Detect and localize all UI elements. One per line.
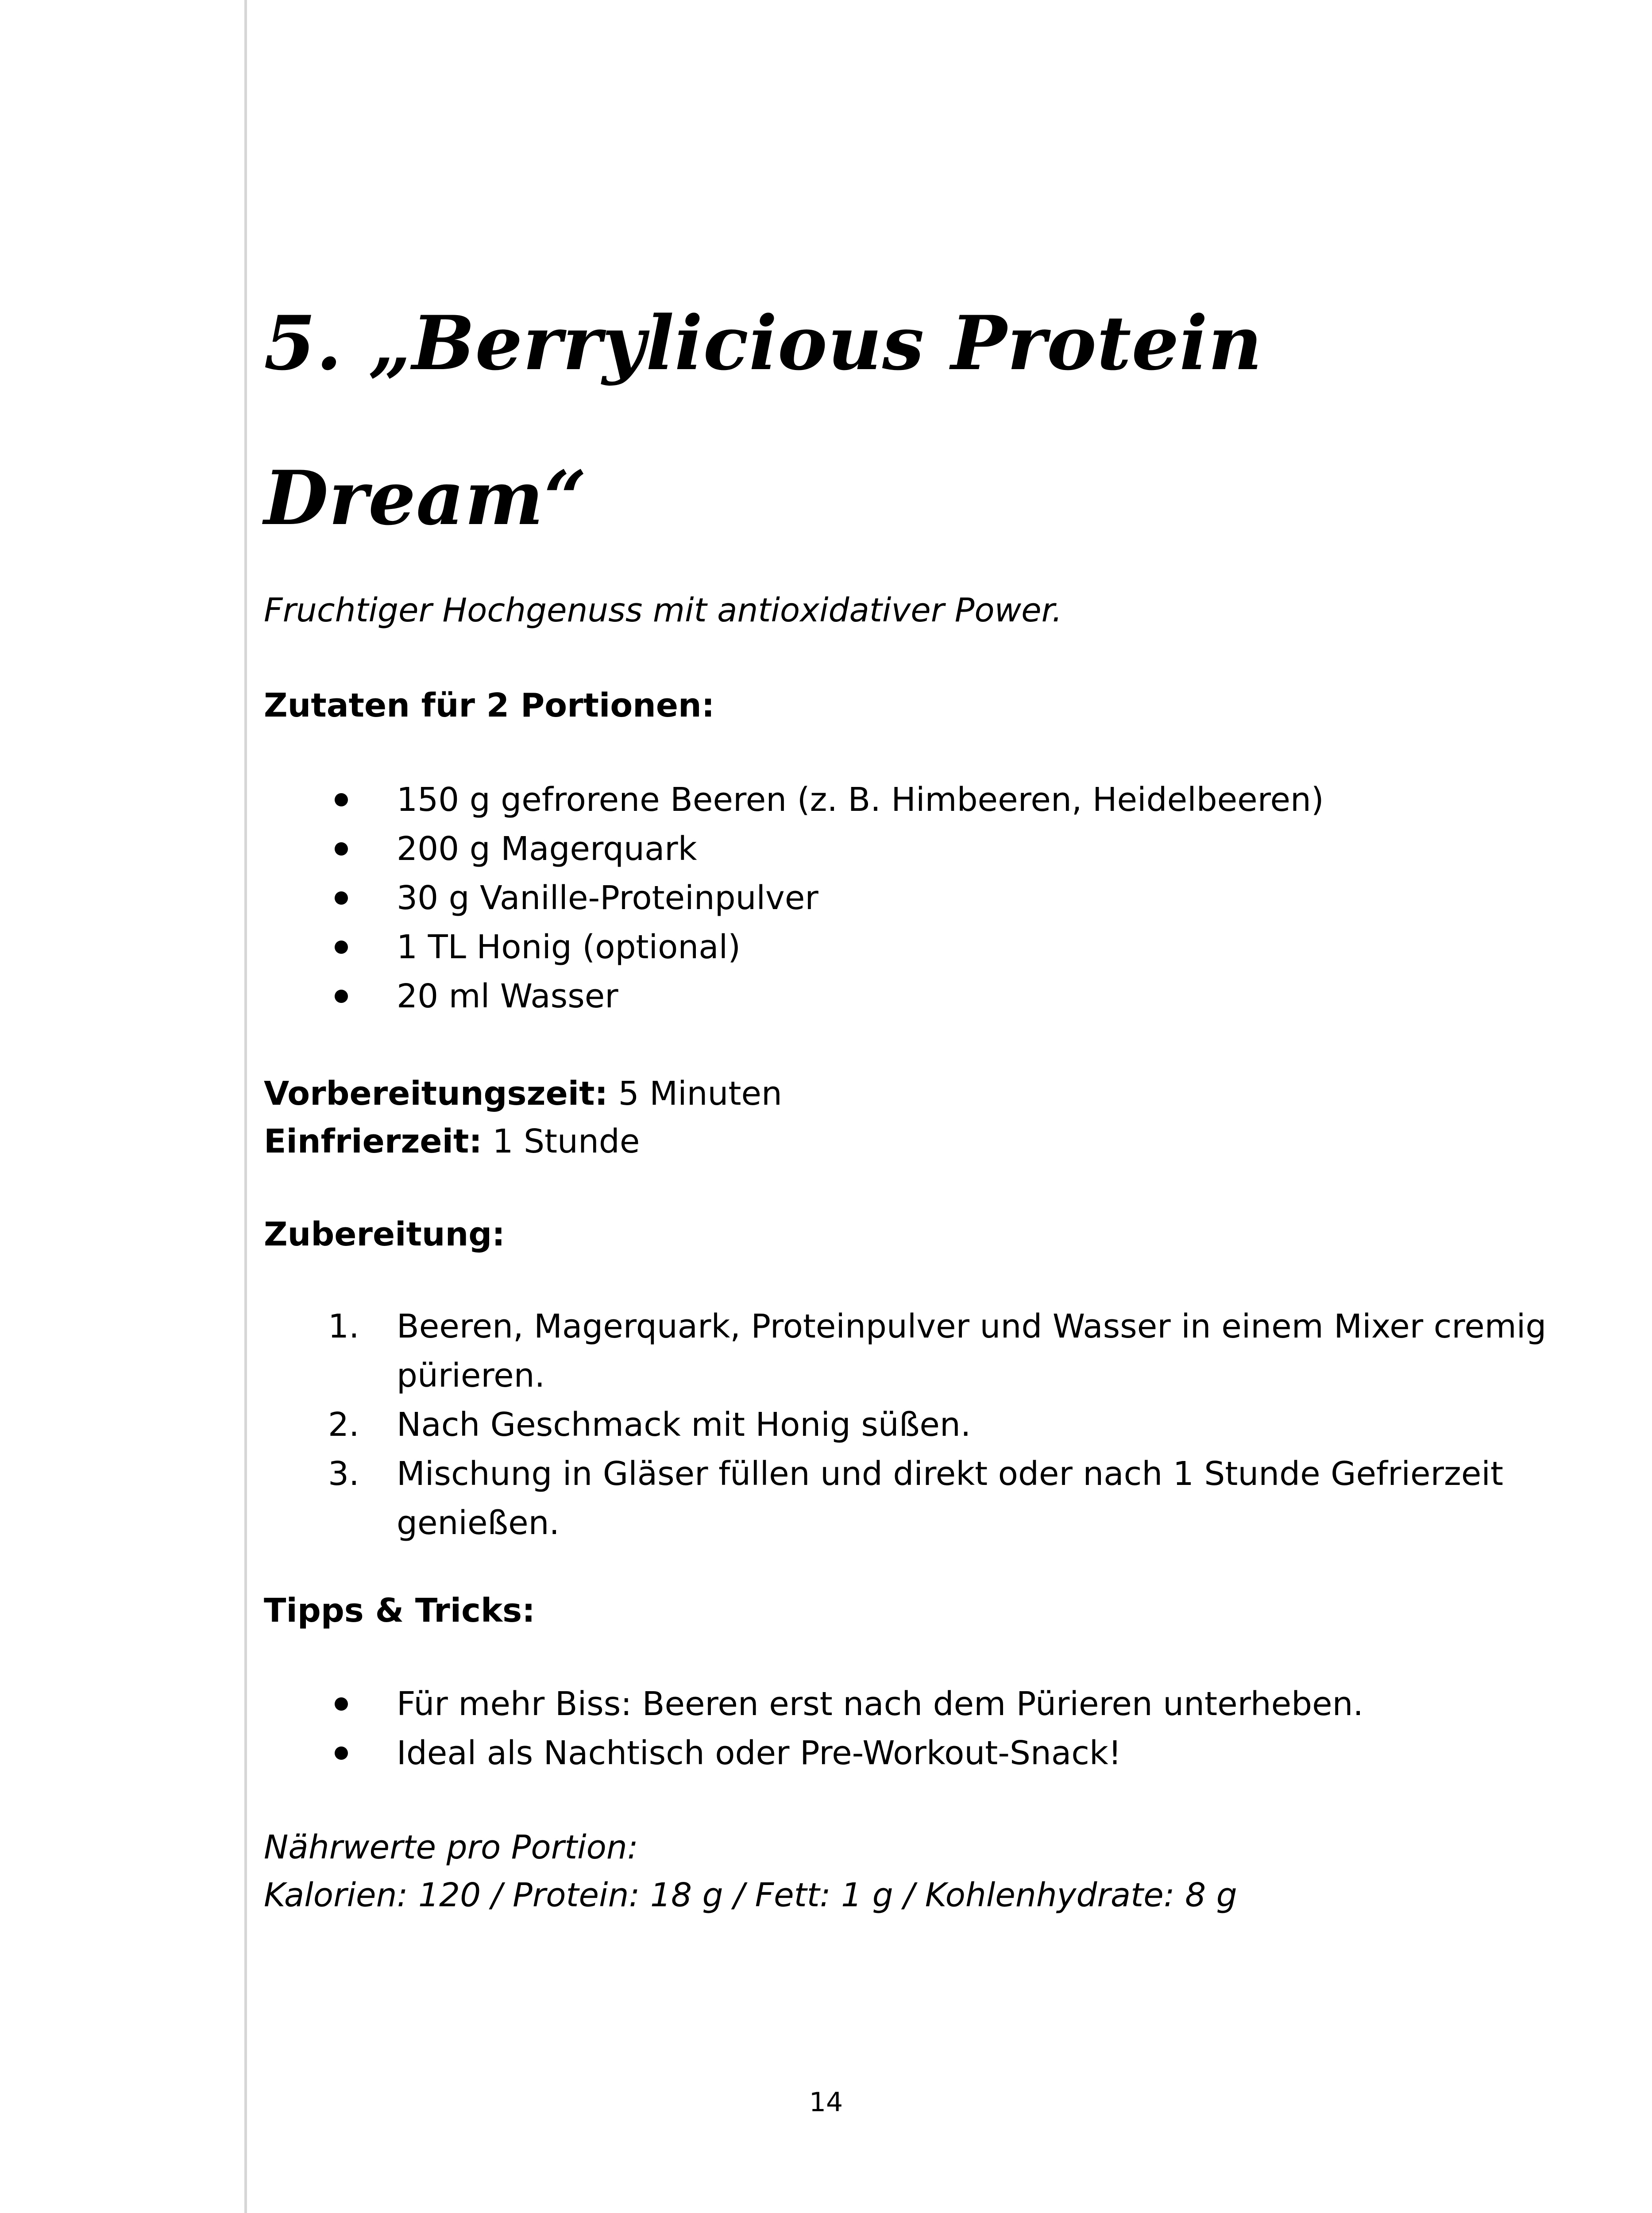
step-text: Mischung in Gläser füllen und direkt oder nach 1 Stunde Gefrierzeit genießen. [397, 1455, 1503, 1542]
step-text: Nach Geschmack mit Honig süßen. [397, 1406, 971, 1444]
tips-heading: Tipps & Tricks: [264, 1592, 535, 1630]
list-item [264, 874, 1324, 923]
list-item [264, 825, 1324, 874]
ingredient-text: 1 TL Honig (optional) [397, 928, 741, 966]
recipe-subtitle: Fruchtiger Hochgenuss mit antioxidativer Power. [264, 591, 1062, 629]
freeze-time [264, 1118, 640, 1165]
prep-time [264, 1070, 782, 1118]
bullet-icon [335, 891, 348, 905]
ingredient-text: 200 g Magerquark [397, 830, 697, 868]
step-number: 3. [328, 1455, 359, 1493]
step-item [264, 1450, 1636, 1548]
nutrition-heading: Nährwerte pro Portion: [264, 1828, 638, 1866]
bullet-icon [335, 941, 348, 954]
ingredient-text: 20 ml Wasser [397, 977, 618, 1015]
ingredient-text: 30 g Vanille-Proteinpulver [397, 879, 818, 917]
list-item [264, 923, 1324, 972]
ingredients-list [264, 775, 1324, 1021]
bullet-icon [335, 1697, 348, 1711]
bullet-icon [335, 1746, 348, 1760]
tip-text: Ideal als Nachtisch oder Pre-Workout-Snack! [397, 1734, 1122, 1772]
step-number: 1. [328, 1307, 359, 1346]
list-item [264, 1680, 1363, 1729]
step-text: Beeren, Magerquark, Proteinpulver und Wasser in einem Mixer cremig pürieren. [397, 1307, 1547, 1395]
list-item [264, 972, 1324, 1021]
prep-time-value: 5 Minuten [608, 1075, 782, 1113]
preparation-steps [264, 1302, 1636, 1548]
bullet-icon [335, 990, 348, 1003]
list-item [264, 1729, 1363, 1778]
recipe-title: 5. „Berrylicious Protein Dream“ [264, 299, 1263, 542]
bullet-icon [335, 842, 348, 856]
page-margin-line [244, 0, 247, 2213]
bullet-icon [335, 793, 348, 806]
freeze-time-label: Einfrierzeit: [264, 1122, 482, 1160]
tips-list [264, 1680, 1363, 1778]
list-item [264, 775, 1324, 825]
step-item [264, 1400, 1636, 1450]
prep-time-label: Vorbereitungszeit: [264, 1075, 608, 1113]
ingredient-text: 150 g gefrorene Beeren (z. B. Himbeeren, Heidelbeeren) [397, 781, 1324, 819]
nutrition-values: Kalorien: 120 / Protein: 18 g / Fett: 1 g / Kohlenhydrate: 8 g [264, 1876, 1237, 1914]
tip-text: Für mehr Biss: Beeren erst nach dem Pürieren unterheben. [397, 1685, 1364, 1723]
freeze-time-value: 1 Stunde [482, 1122, 640, 1160]
ingredients-heading: Zutaten für 2 Portionen: [264, 686, 715, 725]
preparation-heading: Zubereitung: [264, 1215, 505, 1253]
page-number: 14 [809, 2087, 843, 2118]
step-number: 2. [328, 1406, 359, 1444]
step-item [264, 1302, 1636, 1400]
